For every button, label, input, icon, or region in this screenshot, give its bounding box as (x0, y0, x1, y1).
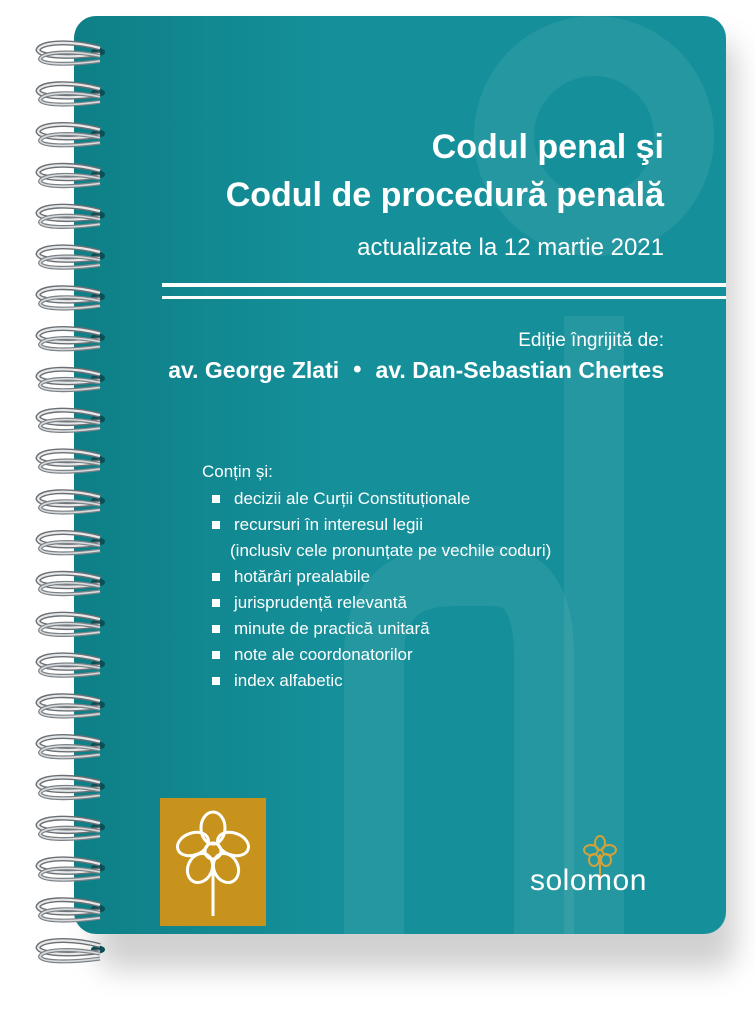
divider-rule-thick (162, 283, 726, 287)
cover-subtitle: actualizate la 12 martie 2021 (357, 234, 664, 261)
spiral-ring (38, 941, 105, 962)
bullet-square-icon (212, 573, 220, 581)
author-1: av. George Zlati (168, 356, 340, 383)
bullet-square-icon (212, 599, 220, 607)
flower-emblem-icon (160, 798, 266, 926)
edition-label: Ediție îngrijită de: (518, 330, 664, 351)
contents-label: Conțin și: (202, 462, 273, 481)
cover-title-line2: Codul de procedură penală (225, 176, 664, 214)
bullet-square-icon (212, 495, 220, 503)
book-cover: Codul penal şi Codul de procedură penală actualizate la 12 martie 2021 Ediție îngrijită de: av. George Zlati • av. Dan-Sebastian Chertes Conțin și: decizii ale Curții Constituționale recursuri în interesul legii (inclusiv cele pronunțate pe vechile coduri) hotărâri prealabile jurisprudență relevantă minute de practică unitară note ale coordonatorilor index alfabetic solomon (74, 16, 726, 934)
bullet-square-icon (212, 521, 220, 529)
bullet-square-icon (212, 677, 220, 685)
bullet-square-icon (212, 625, 220, 633)
authors-line (168, 356, 664, 384)
cover-title-line1: Codul penal şi (431, 128, 664, 166)
bullet-square-icon (212, 651, 220, 659)
publisher-logo (530, 842, 670, 912)
publisher-name: solomon (530, 864, 647, 897)
author-2: av. Dan-Sebastian Chertes (375, 356, 664, 383)
divider-rule-thin (162, 296, 726, 299)
author-separator: • (353, 356, 362, 383)
